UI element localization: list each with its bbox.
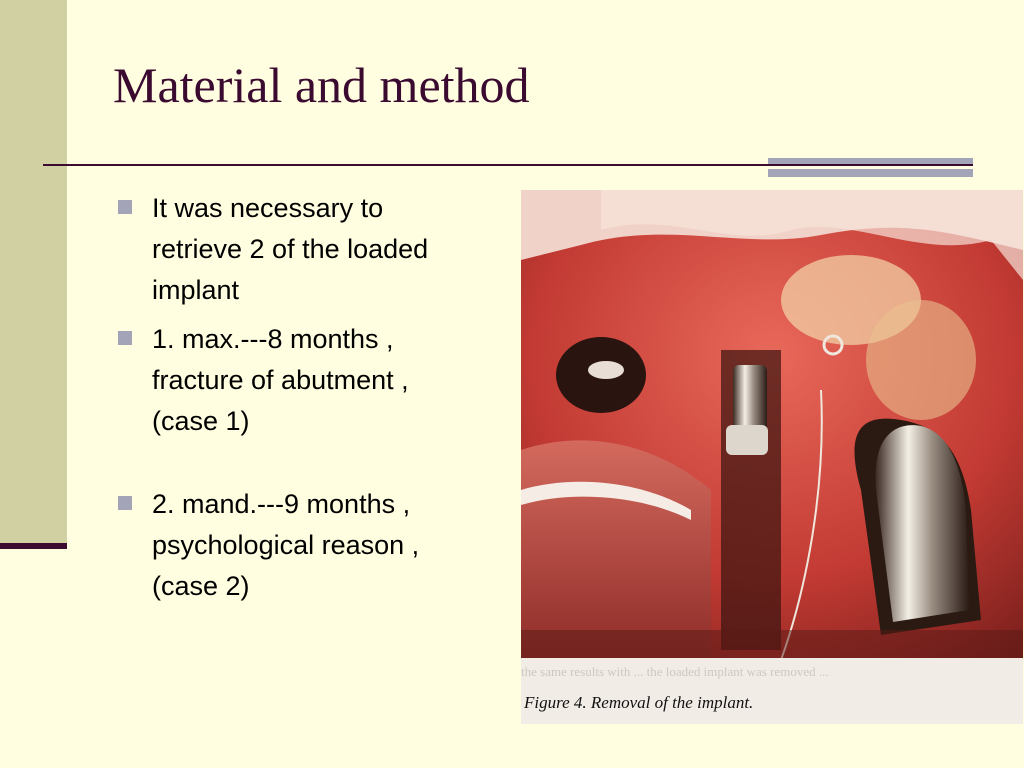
square-bullet-icon [118,200,132,214]
svg-text:the same results with ... the: the same results with ... the loaded implant was removed ... [521,664,829,679]
bullet-item [118,484,508,607]
photo-illustration [521,190,1023,724]
square-bullet-icon [118,496,132,510]
square-bullet-icon [118,331,132,345]
title-rule-accent-lower [768,169,973,177]
bullet-list [118,188,508,615]
title-rule [43,164,973,166]
bullet-text: 1. max.---8 months , fracture of abutment , (case 1) [152,324,409,436]
left-accent-underline [0,543,67,549]
figure-caption: Figure 4. Removal of the implant. [524,693,754,712]
bullet-item [118,319,508,442]
bullet-text: It was necessary to retrieve 2 of the loaded implant [152,193,429,305]
intraoral-photo [521,190,1023,724]
slide-title: Material and method [113,57,530,113]
bullet-text: 2. mand.---9 months , psychological reason , (case 2) [152,489,420,601]
bullet-item [118,188,508,311]
left-accent-bar [0,0,67,548]
